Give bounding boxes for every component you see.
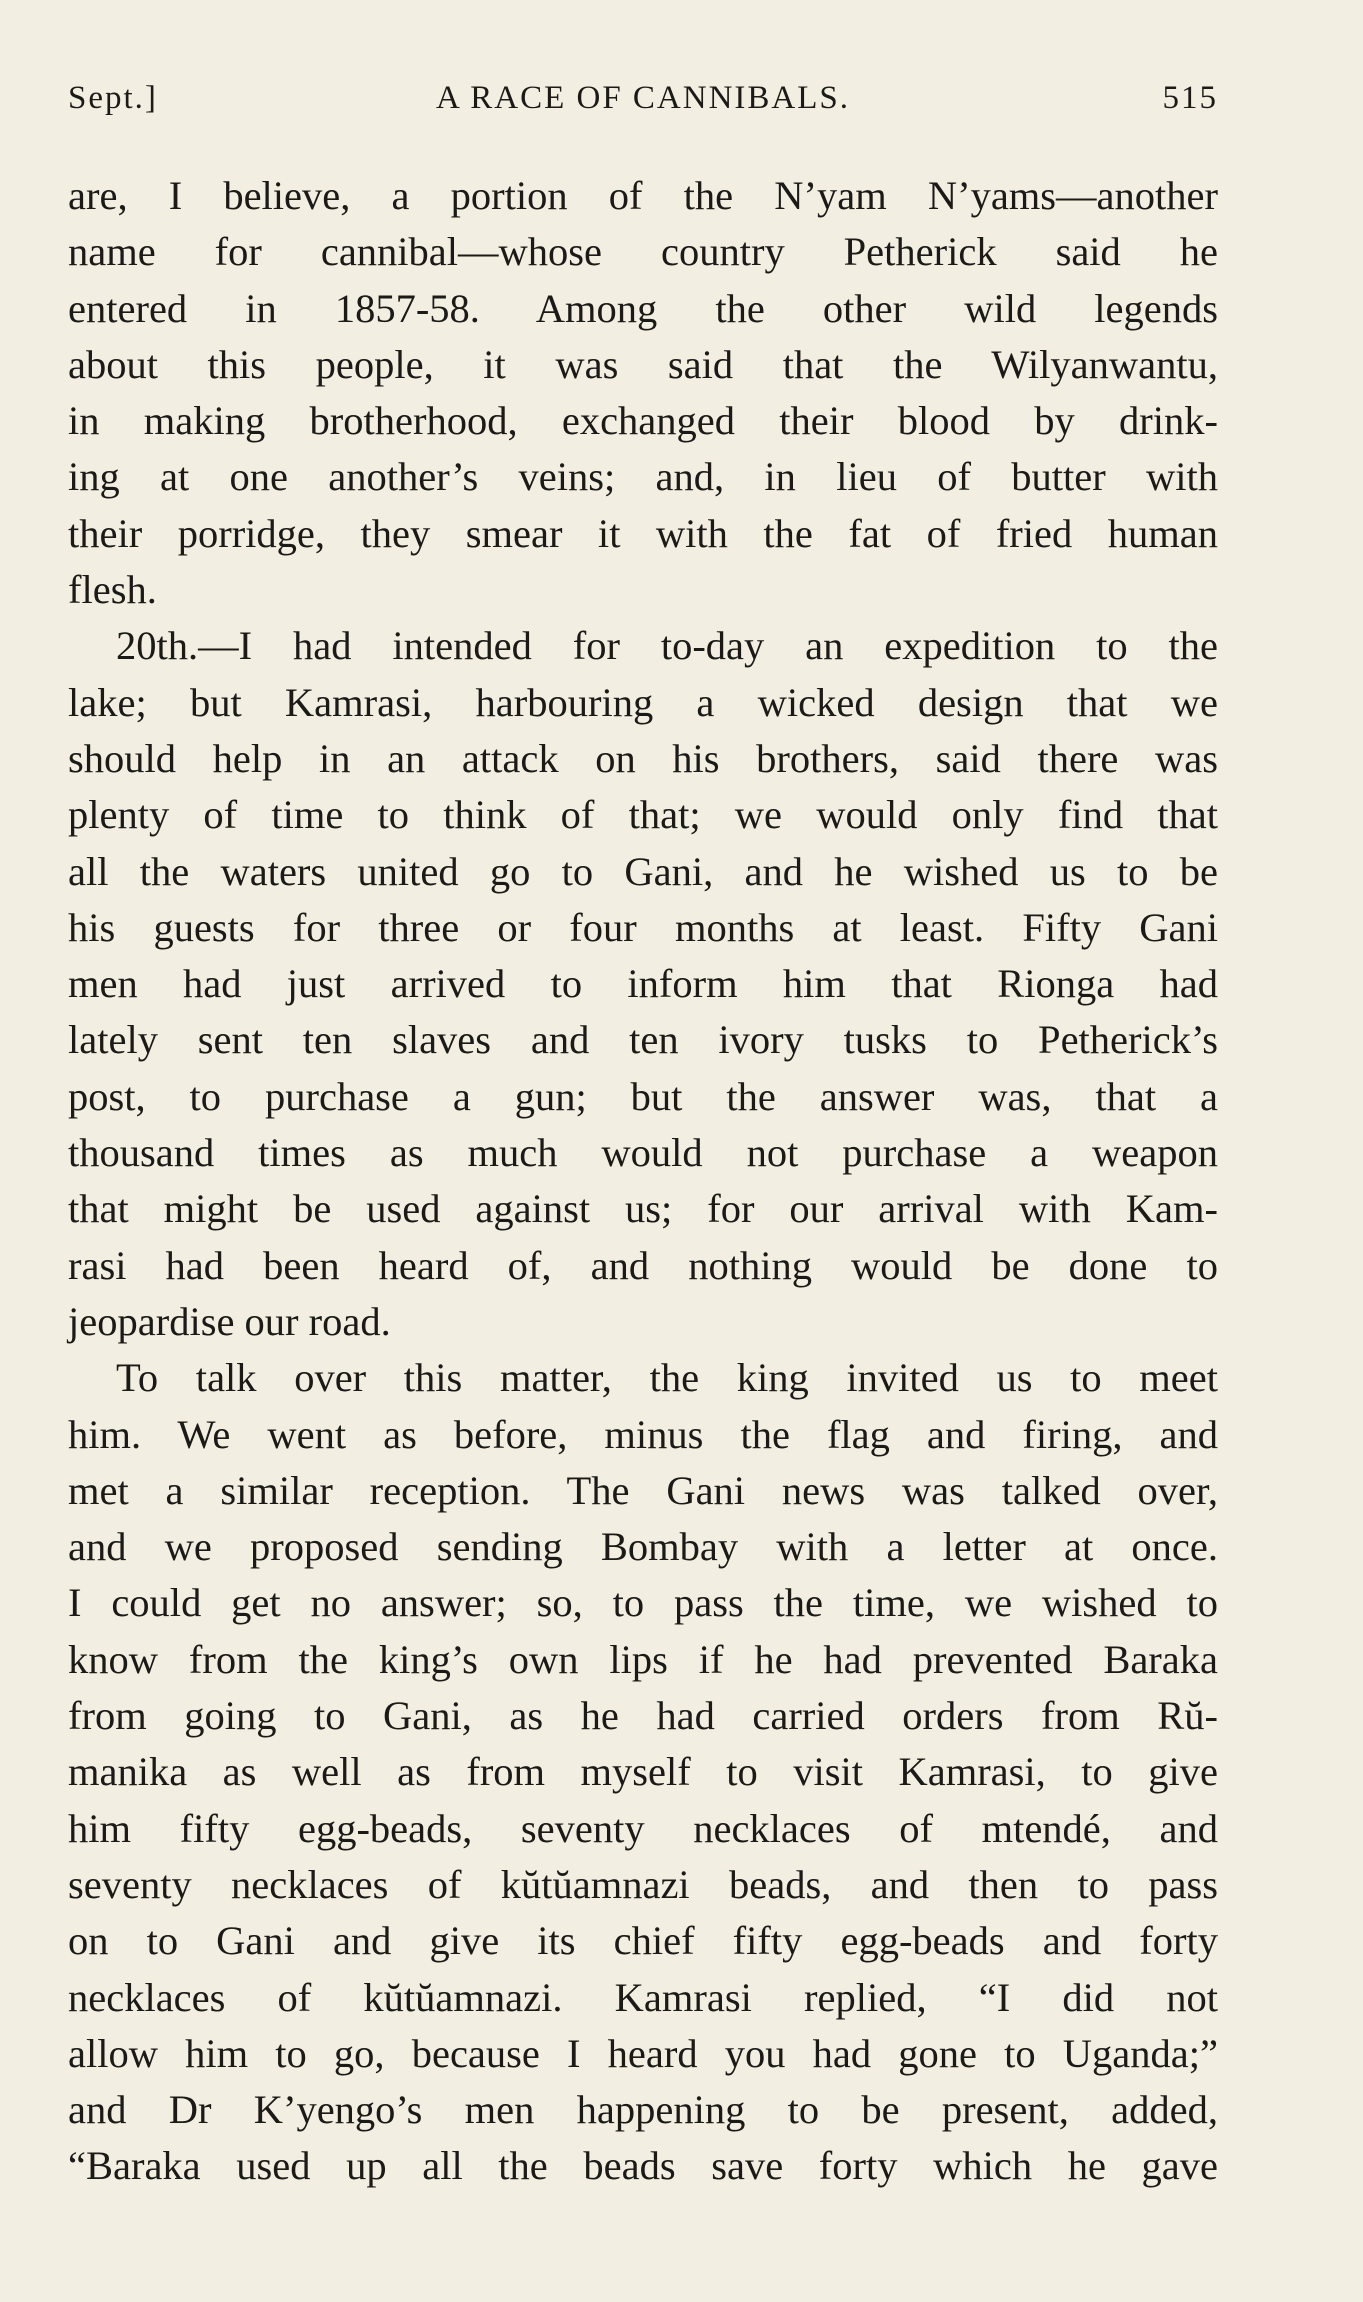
text-line: on to Gani and give its chief fifty egg-beads and forty — [68, 1918, 1218, 1964]
text-line: should help in an attack on his brothers, said there was — [68, 735, 1218, 781]
text-line: name for cannibal—whose country Petherick said he — [68, 229, 1218, 275]
text-line: 20th.—I had intended for to-day an expedition to the — [116, 623, 1218, 669]
text-line: “Baraka used up all the beads save forty which he gave — [68, 2143, 1218, 2189]
text-line: him. We went as before, minus the flag and firing, and — [68, 1411, 1218, 1457]
text-line: his guests for three or four months at least. Fifty Gani — [68, 904, 1218, 950]
text-line: allow him to go, because I heard you had gone to Uganda;” — [68, 2030, 1218, 2076]
text-line: are, I believe, a portion of the N’yam N’yams—another — [68, 173, 1218, 218]
text-line: their porridge, they smear it with the fat of fried human — [68, 510, 1218, 556]
text-line: in making brotherhood, exchanged their blood by drink- — [68, 398, 1218, 444]
text-line: and Dr K’yengo’s men happening to be present, added, — [68, 2087, 1218, 2133]
text-line: him fifty egg-beads, seventy necklaces of mtendé, and — [68, 1805, 1218, 1851]
text-line: lately sent ten slaves and ten ivory tusks to Petherick’s — [68, 1017, 1218, 1063]
text-line: manika as well as from myself to visit Kamrasi, to give — [68, 1749, 1218, 1795]
text-line: I could get no answer; so, to pass the time, we wished to — [68, 1580, 1218, 1626]
text-line: necklaces of kŭtŭamnazi. Kamrasi replied, “I did not — [68, 1974, 1218, 2020]
text-line: entered in 1857-58. Among the other wild legends — [68, 285, 1218, 331]
text-line: met a similar reception. The Gani news was talked over, — [68, 1467, 1218, 1513]
text-line: ing at one another’s veins; and, in lieu of butter with — [68, 454, 1218, 500]
text-line: and we proposed sending Bombay with a letter at once. — [68, 1524, 1218, 1570]
header-month: Sept.] — [68, 80, 158, 116]
text-line: rasi had been heard of, and nothing would be done to — [68, 1242, 1218, 1288]
text-line: seventy necklaces of kŭtŭamnazi beads, and then to pass — [68, 1861, 1218, 1907]
text-line: men had just arrived to inform him that Rionga had — [68, 961, 1218, 1007]
text-line: thousand times as much would not purchase a weapon — [68, 1130, 1218, 1176]
text-line: To talk over this matter, the king invited us to meet — [116, 1355, 1218, 1401]
running-header — [68, 80, 1218, 140]
text-line: flesh. — [68, 567, 157, 613]
book-page — [68, 0, 1218, 2302]
text-line: all the waters united go to Gani, and he wished us to be — [68, 848, 1218, 894]
text-line: from going to Gani, as he had carried orders from Rŭ- — [68, 1693, 1218, 1739]
text-line: that might be used against us; for our arrival with Kam- — [68, 1186, 1218, 1232]
body-text — [68, 168, 1218, 2195]
text-line: post, to purchase a gun; but the answer was, that a — [68, 1073, 1218, 1119]
text-line: jeopardise our road. — [68, 1298, 391, 1344]
page-number: 515 — [1162, 80, 1218, 116]
text-line: know from the king’s own lips if he had prevented Baraka — [68, 1636, 1218, 1682]
text-line: about this people, it was said that the Wilyanwantu, — [68, 341, 1218, 387]
header-title: A RACE OF CANNIBALS. — [435, 80, 851, 116]
text-line: lake; but Kamrasi, harbouring a wicked design that we — [68, 679, 1218, 725]
text-line: plenty of time to think of that; we would only find that — [68, 792, 1218, 838]
